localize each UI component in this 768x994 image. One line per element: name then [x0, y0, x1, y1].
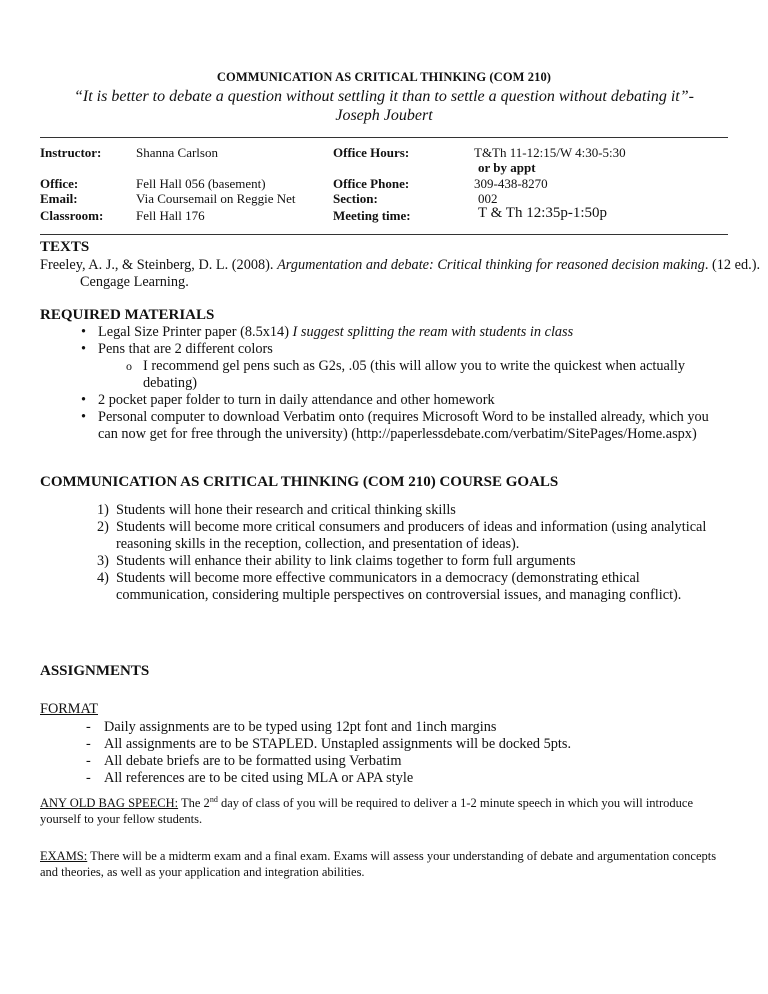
list-item: - All debate briefs are to be formatted using Verbatim	[86, 753, 402, 769]
dash-icon: -	[86, 736, 91, 752]
list-item: 3) Students will enhance their ability to link claims together to form full arguments	[97, 553, 576, 569]
list-item: 2) Students will become more critical consumers and producers of ideas and information (using analytical reasoning skills in the reception, collection, and presentation of ideas).	[97, 519, 707, 552]
epigraph-quote: “It is better to debate a question without settling it than to settle a question without debating it”- Joseph Joubert	[74, 88, 694, 124]
exams-paragraph: EXAMS: There will be a midterm exam and a final exam. Exams will assess your understanding of debate and argumentation concepts and theories, as well as your application and integration abilities.	[40, 849, 717, 879]
hollow-bullet-icon: o	[126, 359, 132, 373]
list-item: • Personal computer to download Verbatim onto (requires Microsoft Word to be installed already, which you can now get for free through the university) (http://paperlessdebate.com/verbatim/SitePages/Home.aspx)	[81, 409, 709, 442]
list-item: • Pens that are 2 different colors	[81, 341, 273, 357]
goals-list	[40, 502, 730, 604]
bottom-divider	[40, 234, 728, 235]
dash-icon: -	[86, 719, 91, 735]
texts-heading: TEXTS	[40, 239, 90, 255]
bullet-icon: •	[81, 392, 87, 408]
reference-edition: . (12 ed.). Cengage Learning.	[80, 257, 761, 290]
section-value: 002	[478, 191, 498, 206]
email-label: Email:	[40, 191, 78, 206]
office-value: Fell Hall 056 (basement)	[136, 176, 266, 191]
dash-icon: -	[86, 753, 91, 769]
bullet-icon: •	[81, 324, 87, 340]
dash-icon: -	[86, 770, 91, 786]
top-divider	[40, 137, 728, 138]
list-item: - All references are to be cited using MLA or APA style	[86, 770, 414, 786]
classroom-value: Fell Hall 176	[136, 208, 205, 223]
email-value: Via Coursemail on Reggie Net	[136, 191, 296, 206]
speech-label: ANY OLD BAG SPEECH:	[40, 796, 179, 810]
list-item: 4) Students will become more effective communicators in a democracy (demonstrating ethical communication, considering multiple perspectives on controversial issues, and managing conflict).	[97, 570, 682, 603]
list-subitem: o I recommend gel pens such as G2s, .05 (this will allow you to write the quickest when actually debating)	[126, 358, 685, 391]
list-item: • 2 pocket paper folder to turn in daily attendance and other homework	[81, 392, 495, 408]
instructor-label: Instructor:	[40, 145, 102, 160]
office-phone-value: 309-438-8270	[474, 176, 548, 191]
list-item: 1) Students will hone their research and critical thinking skills	[97, 502, 456, 518]
reference-authors: Freeley, A. J., & Steinberg, D. L. (2008).	[40, 257, 274, 273]
office-phone-label: Office Phone:	[333, 176, 410, 191]
office-hours-label: Office Hours:	[333, 145, 410, 160]
format-list	[40, 719, 730, 787]
meeting-time-value: T & Th 12:35p-1:50p	[478, 205, 608, 221]
office-hours-value: T&Th 11-12:15/W 4:30-5:30	[474, 145, 626, 160]
list-item: • Legal Size Printer paper (8.5x14) I suggest splitting the ream with students in class	[81, 324, 574, 340]
speech-paragraph: ANY OLD BAG SPEECH: The 2nd day of class of you will be required to deliver a 1-2 minute speech in which you will introduce yourself to your fellow students.	[40, 795, 694, 826]
instructor-name: Shanna Carlson	[136, 145, 218, 160]
office-label: Office:	[40, 176, 79, 191]
list-item: - Daily assignments are to be typed using 12pt font and 1inch margins	[86, 719, 497, 735]
section-label: Section:	[333, 191, 378, 206]
materials-list	[40, 324, 730, 443]
goals-heading: COMMUNICATION AS CRITICAL THINKING (COM 210) COURSE GOALS	[40, 474, 559, 490]
assignments-heading: ASSIGNMENTS	[40, 663, 150, 679]
meeting-time-label: Meeting time:	[333, 208, 411, 223]
format-heading: FORMAT	[40, 701, 98, 717]
bullet-icon: •	[81, 409, 87, 425]
list-item: - All assignments are to be STAPLED. Unstapled assignments will be docked 5pts.	[86, 736, 572, 752]
textbook-reference	[40, 257, 768, 291]
bullet-icon: •	[81, 341, 87, 357]
classroom-label: Classroom:	[40, 208, 104, 223]
reference-title: Argumentation and debate: Critical thinking for reasoned decision making	[277, 257, 705, 273]
office-hours-note: or by appt	[478, 160, 536, 175]
course-title: COMMUNICATION AS CRITICAL THINKING (COM 210)	[216, 70, 552, 84]
materials-heading: REQUIRED MATERIALS	[40, 307, 215, 323]
exams-label: EXAMS:	[40, 849, 88, 863]
